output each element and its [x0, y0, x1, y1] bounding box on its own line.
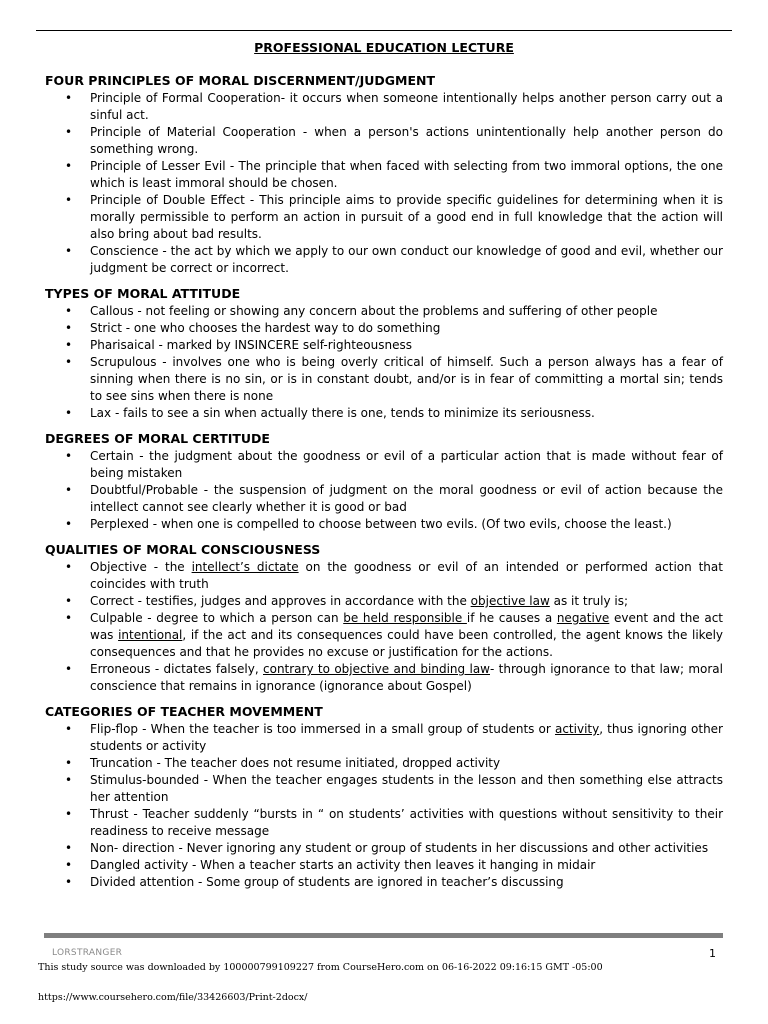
- download-notice: This study source was downloaded by 100000799109227 from CourseHero.com on 06-16-2022 09:16:15 GMT -05:00: [38, 962, 603, 973]
- list-item: • Lax - fails to see a sin when actually there is one, tends to minimize its seriousness.: [45, 405, 723, 422]
- list-item: • Erroneous - dictates falsely, contrary to objective and binding law- through ignorance to that law; moral conscience that remains in ignorance (ignorance about Gospel): [45, 661, 723, 695]
- bullet-list: [45, 559, 723, 695]
- underlined-term: be held responsible: [343, 611, 467, 625]
- bullet-list: [45, 90, 723, 277]
- footer-author: LORSTRANGER: [52, 948, 123, 958]
- list-item: • Thrust - Teacher suddenly “bursts in “ on students’ activities with questions without sensitivity to their readiness to receive message: [45, 806, 723, 840]
- section-moral-discernment: [45, 72, 723, 277]
- section-heading: CATEGORIES OF TEACHER MOVEMMENT: [45, 704, 323, 719]
- section-moral-attitude: [45, 285, 723, 422]
- list-item: • Doubtful/Probable - the suspension of judgment on the moral goodness or evil of action because the intellect cannot see clearly whether it is good or bad: [45, 482, 723, 516]
- bullet-list: [45, 448, 723, 533]
- top-rule: [36, 30, 732, 31]
- section-heading: FOUR PRINCIPLES OF MORAL DISCERNMENT/JUDGMENT: [45, 73, 435, 88]
- list-item: • Truncation - The teacher does not resume initiated, dropped activity: [45, 755, 723, 772]
- section-teacher-movement: [45, 703, 723, 891]
- list-item: • Certain - the judgment about the goodness or evil of a particular action that is made without fear of being mistaken: [45, 448, 723, 482]
- underlined-term: intellect’s dictate: [191, 560, 299, 574]
- list-item: • Flip-flop - When the teacher is too immersed in a small group of students or activity, thus ignoring other students or activity: [45, 721, 723, 755]
- underlined-term: objective law: [470, 594, 550, 608]
- document-body: [45, 72, 723, 899]
- list-item: • Culpable - degree to which a person can be held responsible if he causes a negative event and the act was intentional, if the act and its consequences could have been controlled, the agent knows the likely consequences and that he provides no excuse or justification for the actions.: [45, 610, 723, 661]
- list-item: • Pharisaical - marked by INSINCERE self-righteousness: [45, 337, 723, 354]
- section-moral-consciousness: [45, 541, 723, 695]
- section-heading: QUALITIES OF MORAL CONSCIOUSNESS: [45, 542, 321, 557]
- list-item: • Principle of Formal Cooperation- it occurs when someone intentionally helps another person carry out a sinful act.: [45, 90, 723, 124]
- underlined-term: activity: [554, 722, 600, 736]
- list-item: • Strict - one who chooses the hardest way to do something: [45, 320, 723, 337]
- section-heading: DEGREES OF MORAL CERTITUDE: [45, 431, 270, 446]
- list-item: • Objective - the intellect’s dictate on the goodness or evil of an intended or performed action that coincides with truth: [45, 559, 723, 593]
- underlined-term: intentional: [118, 628, 183, 642]
- footer-divider: [44, 933, 723, 938]
- list-item: • Perplexed - when one is compelled to choose between two evils. (Of two evils, choose the least.): [45, 516, 723, 533]
- list-item: • Conscience - the act by which we apply to our own conduct our knowledge of good and evil, whether our judgment be correct or incorrect.: [45, 243, 723, 277]
- list-item: • Divided attention - Some group of students are ignored in teacher’s discussing: [45, 874, 723, 891]
- list-item: • Non- direction - Never ignoring any student or group of students in her discussions and other activities: [45, 840, 723, 857]
- underlined-term: contrary to objective and binding law: [263, 662, 490, 676]
- underlined-term: negative: [556, 611, 610, 625]
- list-item: • Scrupulous - involves one who is being overly critical of himself. Such a person always has a fear of sinning when there is no sin, or is in constant doubt, and/or is in fear of committing a mortal sin; tends to see sins when there is none: [45, 354, 723, 405]
- list-item: • Principle of Double Effect - This principle aims to provide specific guidelines for determining when it is morally permissible to perform an action in pursuit of a good end in full knowledge that the action will also bring about bad results.: [45, 192, 723, 243]
- list-item: • Callous - not feeling or showing any concern about the problems and suffering of other people: [45, 303, 723, 320]
- document-title: PROFESSIONAL EDUCATION LECTURE: [254, 40, 514, 55]
- page-number: 1: [709, 947, 716, 960]
- bullet-list: [45, 721, 723, 891]
- list-item: • Principle of Material Cooperation - when a person's actions unintentionally help another person do something wrong.: [45, 124, 723, 158]
- bullet-list: [45, 303, 723, 422]
- section-moral-certitude: [45, 430, 723, 533]
- list-item: • Dangled activity - When a teacher starts an activity then leaves it hanging in midair: [45, 857, 723, 874]
- list-item: • Principle of Lesser Evil - The principle that when faced with selecting from two immoral options, the one which is least immoral should be chosen.: [45, 158, 723, 192]
- source-url[interactable]: https://www.coursehero.com/file/33426603/Print-2docx/: [38, 992, 308, 1003]
- list-item: • Correct - testifies, judges and approves in accordance with the objective law as it truly is;: [45, 593, 723, 610]
- section-heading: TYPES OF MORAL ATTITUDE: [45, 286, 241, 301]
- list-item: • Stimulus-bounded - When the teacher engages students in the lesson and then something else attracts her attention: [45, 772, 723, 806]
